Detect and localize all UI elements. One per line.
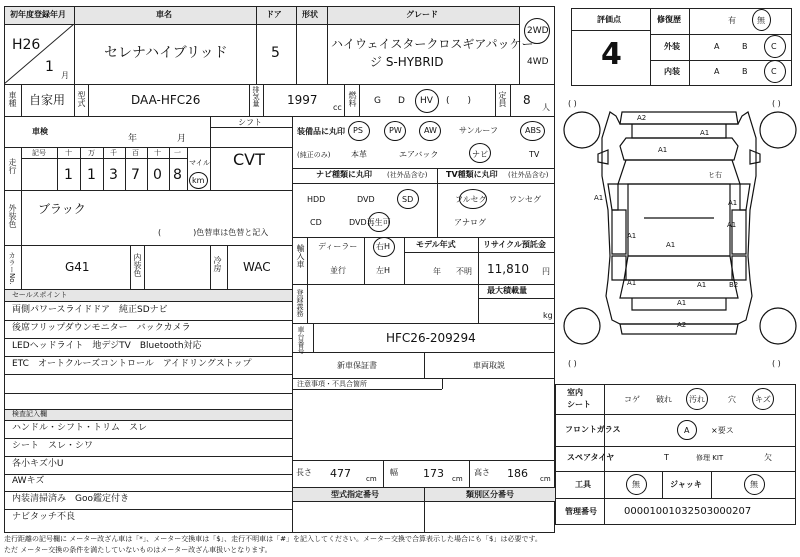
mark-left-rear: A1: [627, 279, 637, 287]
color-value: ブラック: [38, 202, 86, 216]
navi-dvd: DVD: [357, 195, 375, 204]
displacement-unit: cc: [333, 103, 342, 112]
selling-point-1: 両側パワースライドドア 純正SDナビ: [12, 305, 168, 315]
navi-type-note: (社外品含む): [387, 171, 428, 179]
usage-value: 自家用: [29, 93, 66, 107]
exterior-a: A: [714, 42, 720, 51]
navi-hdd: HDD: [307, 195, 326, 204]
door-label: ドア: [266, 10, 282, 19]
notes-label: 注意事項・不具合箇所: [297, 380, 367, 388]
mark-left-fender: A1: [594, 194, 604, 202]
mileage-digit-5: 8: [173, 167, 182, 183]
inspection-band: [5, 409, 292, 420]
door-value: 5: [271, 45, 280, 61]
score-value: 4: [601, 37, 622, 72]
navi-type-title: ナビ種類に丸印: [316, 170, 372, 179]
warranty-label: 新車保証書: [337, 361, 377, 370]
chassis-value: HFC26-209294: [386, 331, 476, 345]
equip-ps: PS: [353, 126, 363, 135]
footer-note-1: 走行距離の記号欄に メーター改ざん車は「*」、メーター交換車は「$」、走行不明車は「#」を記入してください。メーター交換で合算表示した場合にも「$」は必要です。: [4, 535, 542, 543]
ac-value: WAC: [243, 260, 271, 274]
interior-c: C: [771, 67, 777, 76]
mark-hood: A1: [700, 129, 710, 137]
recycle-unit: 円: [542, 267, 550, 276]
navi-dvd-play: DVD再生可: [349, 218, 391, 227]
mgmt-value: 00001001032503000207: [624, 506, 752, 517]
mileage-digit-3: 7: [131, 167, 140, 183]
interior-a: A: [714, 67, 720, 76]
svg-text:( ): ( ): [772, 359, 781, 368]
front-left-wheel: [564, 112, 600, 148]
seat-burn: コゲ: [624, 395, 640, 404]
equip-tv: TV: [529, 150, 540, 159]
seat-label-1: 室内: [567, 388, 583, 397]
model-label: 型式: [77, 91, 86, 107]
height-value: 186: [507, 467, 528, 480]
score-label: 評価点: [597, 15, 621, 24]
inspection-note-1: ハンドル・シフト・トリム スレ: [12, 423, 148, 433]
displacement-label: 排気量: [252, 86, 260, 107]
shift-value: CVT: [233, 150, 265, 169]
tv-type-note: (社外品含む): [508, 171, 549, 179]
mileage-digit-2: 3: [109, 167, 118, 183]
seat-scratch: キズ: [755, 395, 771, 404]
displacement-value: 1997: [287, 93, 318, 107]
tv-type-title: TV種類に丸印: [446, 170, 498, 179]
mark-roof: A1: [666, 241, 676, 249]
car-damage-diagram: [562, 98, 798, 374]
grade-line-2: ジ S-HYBRID: [370, 55, 444, 69]
mark-right-front: ヒ右: [708, 171, 722, 179]
shaken-label: 車検: [32, 127, 48, 136]
import-left-h: 左H: [376, 266, 391, 275]
front-right-wheel: [760, 112, 796, 148]
selling-points-title: セールスポイント: [12, 291, 68, 299]
width-unit: cm: [452, 475, 463, 483]
color-label: 外装色: [8, 204, 17, 228]
height-label: 高さ: [474, 468, 490, 477]
equip-airbag: エアバック: [399, 150, 439, 159]
header-label-band: [5, 7, 519, 24]
mark-front-bumper: A2: [637, 114, 647, 122]
mark-left-door: A1: [627, 232, 637, 240]
equip-navi: ナビ: [472, 150, 488, 159]
tools-label: 工具: [575, 480, 591, 489]
mark-windshield: A1: [658, 146, 668, 154]
inspection-note-2: シート スレ・シワ: [12, 441, 94, 451]
car-name-value: セレナハイブリッド: [104, 45, 228, 61]
inspection-title: 検査記入欄: [12, 410, 47, 418]
repair-yes: 有: [728, 16, 736, 25]
capacity-label: 定員: [498, 91, 507, 107]
capacity-value: 8: [523, 93, 531, 107]
footer-note-2: ただ メーター交換の条件を満たしていないものはメーター改ざん車扱いとなります。: [4, 546, 272, 554]
ac-label: 冷房: [213, 256, 222, 272]
navi-sd: SD: [402, 195, 414, 204]
repair-label: 修復歴: [657, 15, 681, 24]
drive-4wd: 4WD: [527, 57, 549, 67]
color-note: ( )色替車は色替と記入: [158, 228, 269, 237]
max-load-label: 最大積載量: [487, 286, 527, 295]
reg-label: 登録義務: [296, 289, 304, 317]
fuel-label: 燃料: [348, 91, 357, 107]
first-reg-era: H26: [12, 37, 41, 53]
mileage-unit-1: 万: [88, 149, 95, 157]
spare-label: スペアタイヤ: [567, 453, 615, 462]
glass-x: ×要ス: [711, 426, 734, 435]
shaken-year-unit: 年: [128, 134, 138, 144]
rear-right-wheel: [760, 308, 796, 344]
car-name-label: 車名: [156, 10, 172, 19]
first-reg-label: 初年度登録年月: [10, 10, 66, 19]
svg-text:( ): ( ): [568, 99, 577, 108]
selling-point-4: ETC オートクルーズコントロール アイドリングストップ: [12, 359, 252, 369]
fuel-hv: HV: [420, 96, 433, 106]
drive-2wd: 2WD: [527, 26, 549, 36]
chassis-label: 車台番号: [297, 326, 305, 354]
selling-point-3: LEDヘッドライト 地デジTV Bluetooth対応: [12, 341, 202, 351]
seat-hole: 穴: [728, 395, 736, 404]
color-no-value: G41: [65, 260, 90, 274]
exterior-label: 外装: [664, 42, 680, 51]
equipment-sub-label: (純正のみ): [297, 151, 331, 159]
equip-aw: AW: [424, 126, 437, 135]
length-value: 477: [330, 467, 351, 480]
repair-no: 無: [757, 16, 765, 25]
shape-label: 形状: [302, 10, 318, 19]
inspection-note-4: AWキズ: [12, 476, 45, 486]
km-label: km: [192, 176, 205, 185]
jack-value: 無: [750, 480, 758, 489]
seat-dirt: 汚れ: [689, 395, 705, 404]
color-no-label: カラーNo.: [8, 252, 16, 285]
mileage-symbol-label: 記号: [32, 149, 46, 157]
fuel-g: G: [374, 96, 381, 106]
model-year-unknown: 不明: [456, 267, 472, 276]
inspection-note-6: ナビタッチ不良: [12, 512, 76, 522]
first-reg-month: 1: [45, 59, 54, 75]
tv-oneseg: ワンセグ: [509, 195, 541, 204]
glass-a: A: [684, 426, 690, 435]
inspection-note-5: 内装清掃済み Goo鑑定付き: [12, 494, 129, 504]
mark-trunk: A1: [697, 281, 707, 289]
shift-label: シフト: [238, 118, 262, 127]
recycle-value: 11,810: [487, 262, 529, 276]
mark-rear-panel: A1: [677, 299, 687, 307]
recycle-label: リサイクル預託金: [483, 240, 546, 249]
usage-label: 車種: [8, 91, 17, 107]
class-number-label: 類別区分番号: [466, 490, 514, 499]
mile-label: マイル: [189, 159, 210, 167]
svg-text:( ): ( ): [568, 359, 577, 368]
width-label: 幅: [390, 468, 398, 477]
selling-point-2: 後席フリップダウンモニター バックカメラ: [12, 323, 191, 333]
navi-cd: CD: [310, 218, 322, 227]
mileage-unit-4: 十: [154, 149, 161, 157]
length-unit: cm: [366, 475, 377, 483]
mileage-digit-4: 0: [153, 167, 162, 183]
interior-b: B: [742, 67, 748, 76]
type-designation-label: 型式指定番号: [331, 490, 379, 499]
grade-label: グレード: [406, 10, 438, 19]
tv-analog: アナログ: [454, 218, 486, 227]
spare-kit: 修理 KIT: [696, 454, 724, 462]
mileage-unit-3: 百: [132, 149, 139, 157]
equip-abs: ABS: [525, 126, 541, 135]
height-unit: cm: [540, 475, 551, 483]
mileage-digit-1: 1: [87, 167, 96, 183]
tv-fullseg: フルセグ: [455, 195, 487, 204]
glass-label: フロントガラス: [565, 425, 621, 434]
mark-rear-bumper: A2: [677, 321, 687, 329]
fuel-d: D: [398, 96, 405, 106]
seat-tear: 破れ: [656, 395, 672, 404]
capacity-unit: 人: [542, 103, 550, 112]
rear-left-wheel: [564, 308, 600, 344]
model-year-label: モデル年式: [416, 240, 456, 249]
mileage-unit-2: 千: [110, 149, 117, 157]
grade-line-1: ハイウェイスタークロスギアパッケー: [331, 37, 534, 51]
mileage-digit-0: 1: [64, 167, 73, 183]
seat-label-2: シート: [567, 400, 591, 409]
exterior-c: C: [771, 42, 777, 51]
jack-label: ジャッキ: [670, 480, 702, 489]
spare-none: 欠: [764, 453, 772, 462]
equip-leather: 本革: [351, 150, 367, 159]
equip-pw: PW: [389, 126, 402, 135]
mileage-unit-5: 一: [174, 149, 181, 157]
mileage-label: 走行: [8, 158, 17, 174]
svg-text:( ): ( ): [772, 99, 781, 108]
manual-label: 車両取説: [473, 361, 505, 370]
spare-t: T: [664, 453, 669, 462]
interior-color-label: 内装色: [133, 253, 142, 277]
model-year-unit: 年: [433, 267, 441, 276]
equip-sunroof: サンルーフ: [459, 126, 498, 135]
import-parallel: 並行: [330, 266, 346, 275]
shaken-month-unit: 月: [177, 134, 187, 144]
model-value: DAA-HFC26: [131, 93, 201, 107]
exterior-b: B: [742, 42, 748, 51]
fuel-other: ( ): [446, 96, 472, 106]
inspection-note-3: 各小キズ小U: [12, 459, 64, 469]
mgmt-label: 管理番号: [565, 507, 597, 516]
tools-value: 無: [632, 480, 640, 489]
import-right-h: 右H: [376, 242, 391, 251]
max-load-unit: kg: [543, 311, 553, 320]
interior-label: 内装: [664, 67, 680, 76]
mark-right-rear: B2: [729, 281, 739, 289]
navi-dvd-play-circle: [368, 212, 390, 232]
first-reg-month-unit: 月: [61, 71, 69, 80]
import-dealer: ディーラー: [318, 242, 358, 251]
mark-right-fender: A1: [728, 199, 738, 207]
length-label: 長さ: [296, 468, 312, 477]
mileage-unit-0: 十: [65, 149, 72, 157]
import-label: 輸入車: [296, 244, 305, 268]
width-value: 173: [423, 467, 444, 480]
mark-right-door: A1: [727, 221, 737, 229]
equipment-label: 装備品に丸印: [297, 127, 345, 136]
